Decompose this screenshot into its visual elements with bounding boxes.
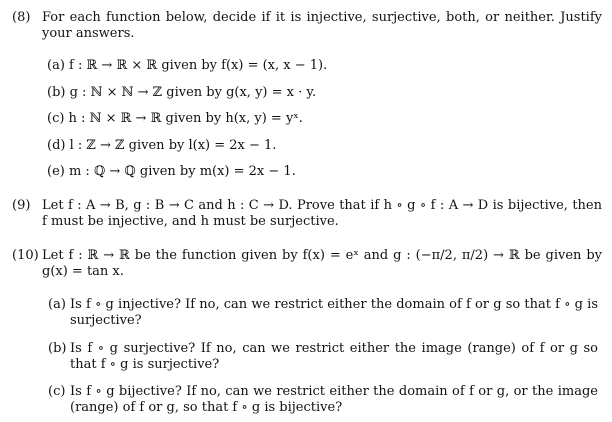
list-item: (a) f : ℝ → ℝ × ℝ given by f(x) = (x, x − 1). xyxy=(47,58,328,73)
problem-number: (9) xyxy=(12,198,31,213)
list-item: (c) h : ℕ × ℝ → ℝ given by h(x, y) = yˣ. xyxy=(47,111,303,126)
subpart-text: Is f ∘ g surjective? If no, can we restrict either the image (range) of f or g so that f ∘ g is surjective? xyxy=(70,341,598,372)
problem-10 xyxy=(12,248,602,280)
subpart-text: Is f ∘ g injective? If no, can we restrict either the domain of f or g so that f ∘ g is surjective? xyxy=(70,297,598,328)
problem-text: For each function below, decide if it is injective, surjective, both, or neither. Justify your answers. xyxy=(42,10,602,41)
problem-8 xyxy=(12,10,602,42)
problem-text: Let f : ℝ → ℝ be the function given by f(x) = eˣ and g : (−π/2, π/2) → ℝ be given by g(x) = tan x. xyxy=(42,248,602,279)
subpart-text: Is f ∘ g bijective? If no, can we restrict either the domain of f or g, or the image (range) of f or g, so that f ∘ g is bijective? xyxy=(70,384,598,415)
subpart-a xyxy=(48,297,598,329)
problem-9 xyxy=(12,198,602,230)
subpart-c xyxy=(48,384,598,416)
subpart-b xyxy=(48,341,598,373)
problem-number: (10) xyxy=(12,248,39,263)
problem-text: Let f : A → B, g : B → C and h : C → D. Prove that if h ∘ g ∘ f : A → D is bijective, then f must be injective, and h must be surjective. xyxy=(42,198,602,229)
list-item: (d) l : ℤ → ℤ given by l(x) = 2x − 1. xyxy=(47,138,277,153)
subpart-label: (c) xyxy=(48,384,66,399)
subpart-label: (a) xyxy=(48,297,66,312)
list-item: (e) m : ℚ → ℚ given by m(x) = 2x − 1. xyxy=(47,164,296,179)
problem-number: (8) xyxy=(12,10,31,25)
list-item: (b) g : ℕ × ℕ → ℤ given by g(x, y) = x · y. xyxy=(47,85,317,100)
subpart-label: (b) xyxy=(48,341,67,356)
